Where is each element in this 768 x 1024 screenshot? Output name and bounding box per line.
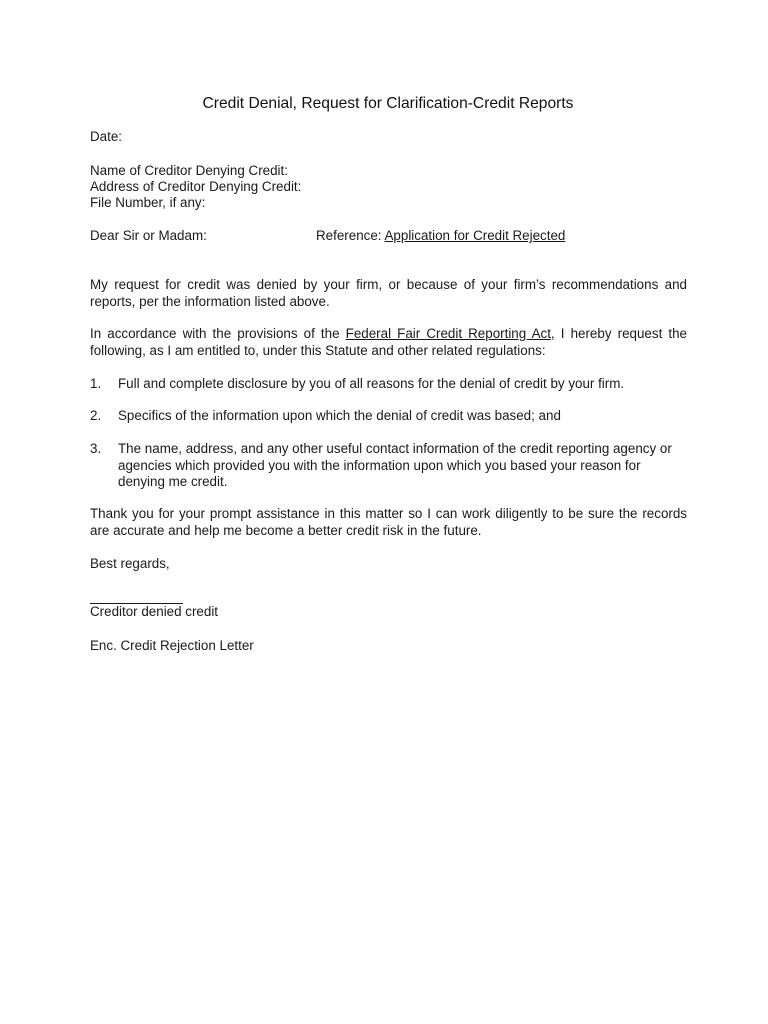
letter-title: Credit Denial, Request for Clarification-Credit Reports (202, 95, 574, 112)
reference (316, 228, 565, 245)
list-item-text: The name, address, and any other useful contact information of the credit reporting agency or agencies which provided you with the information upon which you based your reason for denying me credit. (118, 441, 672, 489)
paragraph-thanks: Thank you for your prompt assistance in this matter so I can work diligently to be sure the records are accurate and help me become a better credit risk in the future. (90, 506, 687, 538)
sign-off: Best regards, (90, 556, 170, 571)
creditor-address-label: Address of Creditor Denying Credit: (90, 179, 302, 194)
paragraph-request (90, 326, 687, 359)
enclosure-note: Enc. Credit Rejection Letter (90, 638, 254, 653)
paragraph-request-rest: , I hereby request the following, as I am entitled to, under this Statute and other related regulations: (90, 326, 688, 358)
list-item-number: 1. (90, 376, 102, 391)
reference-label: Reference: (316, 228, 382, 243)
date-label: Date: (90, 129, 123, 144)
file-number-label: File Number, if any: (90, 195, 206, 210)
list-item-number: 3. (90, 441, 102, 456)
paragraph-denial: My request for credit was denied by your firm, or because of your firm’s recommendations and reports, per the information listed above. (90, 277, 687, 309)
signature-name: Creditor denied credit (90, 604, 219, 619)
list-item-number: 2. (90, 408, 102, 423)
paragraph-request-intro: In accordance with the provisions of the (90, 326, 346, 341)
salutation: Dear Sir or Madam: (90, 228, 207, 243)
fcra-link[interactable]: Federal Fair Credit Reporting Act (345, 326, 551, 341)
list-item-text: Full and complete disclosure by you of all reasons for the denial of credit by your firm. (118, 376, 625, 391)
reference-value: Application for Credit Rejected (384, 228, 566, 243)
creditor-name-label: Name of Creditor Denying Credit: (90, 163, 288, 178)
list-item-text: Specifics of the information upon which the denial of credit was based; and (118, 408, 561, 423)
